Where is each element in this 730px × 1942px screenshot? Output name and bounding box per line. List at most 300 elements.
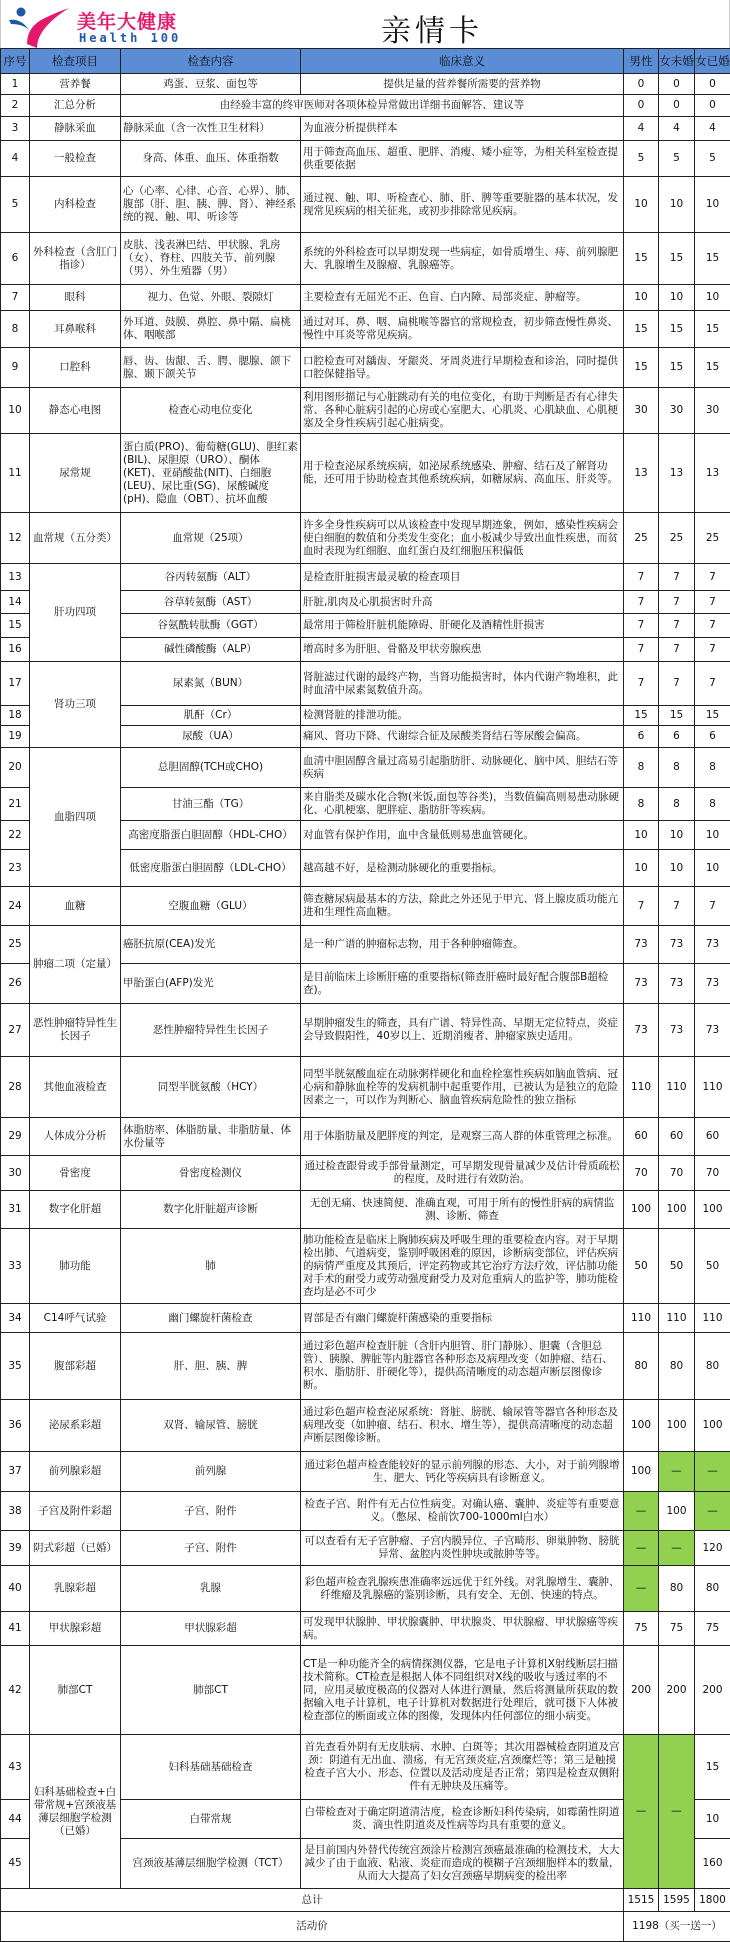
price-male: — <box>624 1531 659 1566</box>
price-male: 73 <box>624 964 659 1004</box>
price-female-single: 73 <box>659 1004 695 1057</box>
price-female-single: 10 <box>659 850 695 887</box>
exam-item: 静态心电图 <box>30 388 121 434</box>
row-number: 12 <box>1 513 30 564</box>
row-number: 45 <box>1 1839 30 1889</box>
table-row <box>1 1304 730 1333</box>
table-row <box>1 311 730 348</box>
exam-content: 唇、齿、齿龈、舌、腭、腮腺、颌下腺、颞下颌关节 <box>121 348 301 388</box>
price-female-single: 100 <box>659 1492 695 1531</box>
table-row <box>1 662 730 706</box>
exam-item: 人体成分分析 <box>30 1118 121 1156</box>
row-number: 40 <box>1 1566 30 1612</box>
table-row <box>1 74 730 95</box>
clinical-meaning: 为血液分析提供样本 <box>301 117 624 141</box>
table-row <box>1 1118 730 1156</box>
exam-item: 肿瘤二项（定量） <box>30 926 121 1004</box>
exam-item: 乳腺彩超 <box>30 1566 121 1612</box>
price-female-married: 160 <box>695 1839 730 1889</box>
exam-content: 空腹血糖（GLU） <box>121 887 301 926</box>
exam-content: 子宫、附件 <box>121 1531 301 1566</box>
clinical-meaning: 通过彩色超声检查泌尿系统：肾脏、膀胱、输尿管等器官各种形态及病理改变（如肿瘤、结石、积水、增生等），提供高清晰度的动态超声断层图像诊断。 <box>301 1400 624 1452</box>
price-male: 7 <box>624 887 659 926</box>
price-female-married: 73 <box>695 926 730 964</box>
row-number: 34 <box>1 1304 30 1333</box>
column-header-female-single: 女未婚 <box>659 49 695 74</box>
clinical-meaning: 血清中胆固醇含量过高易引起脂肪肝、动脉硬化、脑中风、胆结石等疾病 <box>301 748 624 788</box>
exam-item: 汇总分析 <box>30 95 121 117</box>
price-female-single: 15 <box>659 233 695 285</box>
row-number: 17 <box>1 662 30 706</box>
table-row <box>1 388 730 434</box>
exam-content: 心（心率、心律、心音、心界）、肺、腹部（肝、胆、胰、脾、肾）、神经系统的视、触、叩、听诊等 <box>121 177 301 233</box>
price-male: 10 <box>624 850 659 887</box>
promo-row <box>1 1912 730 1942</box>
row-number: 14 <box>1 591 30 614</box>
price-female-married: 7 <box>695 662 730 706</box>
clinical-meaning: 用于筛查高血压、超重、肥胖、消瘦、矮小症等，为相关科室检查提供重要依据 <box>301 141 624 177</box>
table-row <box>1 1229 730 1304</box>
row-number: 25 <box>1 926 30 964</box>
clinical-meaning: 可发现甲状腺肿、甲状腺囊肿、甲状腺炎、甲状腺瘤、甲状腺癌等疾病。 <box>301 1612 624 1646</box>
exam-item: 恶性肿瘤特异性生长因子 <box>30 1004 121 1057</box>
price-female-married: 100 <box>695 1191 730 1229</box>
row-number: 11 <box>1 434 30 513</box>
price-male: 80 <box>624 1333 659 1400</box>
price-female-married: 0 <box>695 95 730 117</box>
row-number: 22 <box>1 821 30 850</box>
exam-content: 肌酐（Cr） <box>121 706 301 726</box>
brand-logo <box>7 4 217 46</box>
clinical-meaning: 是目前临床上诊断肝癌的重要指标(筛查肝癌时最好配合腹部B超检查)。 <box>301 964 624 1004</box>
exam-content: 肝、胆、胰、脾 <box>121 1333 301 1400</box>
row-number: 3 <box>1 117 30 141</box>
price-female-single: 0 <box>659 95 695 117</box>
price-female-married: 7 <box>695 614 730 638</box>
table-row <box>1 1735 730 1800</box>
price-female-single: — <box>659 1452 695 1492</box>
price-female-married: 7 <box>695 591 730 614</box>
clinical-meaning: 许多全身性疾病可以从该检查中发现早期迹象，例如，感染性疾病会使白细胞的数值和分类发生变化；血小板减少导致出血性疾患，而贫血时表现为红细胞、血红蛋白及红细胞压积偏低 <box>301 513 624 564</box>
brand-name-cn: 美年大健康 <box>77 7 177 34</box>
price-female-single: 10 <box>659 285 695 311</box>
row-number: 38 <box>1 1492 30 1531</box>
price-female-single: 50 <box>659 1229 695 1304</box>
price-male: 15 <box>624 348 659 388</box>
clinical-meaning: 是检查肝脏损害最灵敏的检查项目 <box>301 564 624 591</box>
row-number: 41 <box>1 1612 30 1646</box>
price-female-single: 0 <box>659 74 695 95</box>
clinical-meaning: 筛查糖尿病最基本的方法，除此之外还见于甲亢、肾上腺皮质功能亢进和生理性高血糖。 <box>301 887 624 926</box>
price-female-single: 5 <box>659 141 695 177</box>
exam-content: 身高、体重、血压、体重指数 <box>121 141 301 177</box>
brand-name-en: Health 100 <box>79 31 181 45</box>
price-male: — <box>624 1566 659 1612</box>
total-female-single: 1595 <box>659 1889 695 1912</box>
exam-item: 口腔科 <box>30 348 121 388</box>
price-female-single: 6 <box>659 726 695 748</box>
clinical-meaning: 主要检查有无屈光不正、色盲、白内障、局部炎症、肿瘤等。 <box>301 285 624 311</box>
price-female-married: 80 <box>695 1333 730 1400</box>
clinical-meaning: 用于体脂肪量及肥胖度的判定，是观察三高人群的体重管理之标准。 <box>301 1118 624 1156</box>
price-female-single: 80 <box>659 1566 695 1612</box>
price-female-single: 70 <box>659 1156 695 1191</box>
price-male: 7 <box>624 564 659 591</box>
exam-content: 碱性磷酸酶（ALP） <box>121 638 301 662</box>
row-number: 33 <box>1 1229 30 1304</box>
table-row <box>1 1646 730 1735</box>
table-row <box>1 1333 730 1400</box>
table-row <box>1 1452 730 1492</box>
exam-item: 一般检查 <box>30 141 121 177</box>
price-female-married: 110 <box>695 1304 730 1333</box>
clinical-meaning: 口腔检查可对龋齿、牙龈炎、牙周炎进行早期检查和诊治，同时提供口腔保健指导。 <box>301 348 624 388</box>
clinical-meaning: 可以查看有无子宫肿瘤、子宫内膜异位、子宫畸形、卵巢肿物、膀胱异常、盆腔内炎性肿块或脓肿等等。 <box>301 1531 624 1566</box>
exam-content: 谷草转氨酶（AST） <box>121 591 301 614</box>
column-header-female-married: 女已婚 <box>695 49 730 74</box>
price-male: 8 <box>624 788 659 821</box>
exam-item: 血脂四项 <box>30 748 121 887</box>
exam-content: 癌胚抗原(CEA)发光 <box>121 926 301 964</box>
table-row <box>1 564 730 591</box>
total-label: 总计 <box>1 1889 624 1912</box>
price-male: — <box>624 1735 659 1889</box>
row-number: 21 <box>1 788 30 821</box>
price-male: 100 <box>624 1191 659 1229</box>
exam-content: 皮肤、浅表淋巴结、甲状腺、乳房（女）、脊柱、四肢关节、前列腺（男）、外生殖器（男） <box>121 233 301 285</box>
clinical-meaning: 通过视、触、叩、听检查心、肺、肝、脾等重要脏器的基本状况，发现常见疾病的相关征兆，或初步排除常见疾病。 <box>301 177 624 233</box>
price-female-married: 10 <box>695 177 730 233</box>
table-row <box>1 95 730 117</box>
exam-content: 甲状腺彩超 <box>121 1612 301 1646</box>
price-female-single: 7 <box>659 638 695 662</box>
price-male: 7 <box>624 591 659 614</box>
price-female-married: 10 <box>695 285 730 311</box>
price-male: 8 <box>624 748 659 788</box>
exam-item: 前列腺彩超 <box>30 1452 121 1492</box>
table-row <box>1 513 730 564</box>
exam-item: 子宫及附件彩超 <box>30 1492 121 1531</box>
clinical-meaning: 无创无痛、快速简便、准确直观，可用于所有的慢性肝病的病情监测、诊断、筛查 <box>301 1191 624 1229</box>
exam-item: 甲状腺彩超 <box>30 1612 121 1646</box>
price-male: 100 <box>624 1400 659 1452</box>
table-row <box>1 141 730 177</box>
exam-item: 数字化肝超 <box>30 1191 121 1229</box>
price-female-married: 7 <box>695 564 730 591</box>
clinical-meaning: 通过对耳、鼻、咽、扁桃喉等器官的常规检查，初步筛查慢性鼻炎、慢性中耳炎等常见疾病。 <box>301 311 624 348</box>
row-number: 18 <box>1 706 30 726</box>
price-female-single: 13 <box>659 434 695 513</box>
exam-content: 蛋白质(PRO)、葡萄糖(GLU)、胆红素(BIL)、尿胆原（URO）、酮体(KET)、亚硝酸盐(NIT)、白细胞(LEU)、尿比重(SG)、尿酸碱度(pH)、隐血（OBT）、抗坏血酸 <box>121 434 301 513</box>
price-male: 15 <box>624 706 659 726</box>
exam-content: 甲胎蛋白(AFP)发光 <box>121 964 301 1004</box>
exam-content: 肺部CT <box>121 1646 301 1735</box>
clinical-meaning: 同型半胱氨酸血症在动脉粥样硬化和血栓栓塞性疾病如脑血管病、冠心病和静脉血栓等的发病机制中起重要作用，已被认为是独立的危险因素之一，可以作为判断心、脑血管疾病危险性的独立指标 <box>301 1057 624 1118</box>
row-number: 42 <box>1 1646 30 1735</box>
price-male: 0 <box>624 95 659 117</box>
clinical-meaning: 最常用于筛检肝脏机能障碍、肝硬化及酒精性肝损害 <box>301 614 624 638</box>
row-number: 31 <box>1 1191 30 1229</box>
price-female-single: 4 <box>659 117 695 141</box>
table-row <box>1 1531 730 1566</box>
price-female-married: 30 <box>695 388 730 434</box>
price-female-married: 100 <box>695 1400 730 1452</box>
price-female-single: 73 <box>659 926 695 964</box>
exam-item: 尿常规 <box>30 434 121 513</box>
exam-content: 双肾、输尿管、膀胱 <box>121 1400 301 1452</box>
exam-item: 营养餐 <box>30 74 121 95</box>
price-male: 13 <box>624 434 659 513</box>
price-female-married: 75 <box>695 1612 730 1646</box>
row-number: 10 <box>1 388 30 434</box>
price-female-single: 10 <box>659 177 695 233</box>
clinical-meaning: 通过彩色超声检查肝脏（含肝内胆管、肝门静脉）、胆囊（含胆总管）、胰腺、脾脏等内脏器官各种形态及病理改变（如肿瘤、结石、积水、脂肪肝、肝硬化等），提供高清晰度的动态超声断层图像诊断。 <box>301 1333 624 1400</box>
row-number: 4 <box>1 141 30 177</box>
exam-item: 泌尿系彩超 <box>30 1400 121 1452</box>
price-female-married: 15 <box>695 706 730 726</box>
row-number: 28 <box>1 1057 30 1118</box>
exam-content: 宫颈液基薄层细胞学检测（TCT） <box>121 1839 301 1889</box>
row-number: 26 <box>1 964 30 1004</box>
price-male: 6 <box>624 726 659 748</box>
price-female-married: 15 <box>695 1735 730 1800</box>
row-number: 6 <box>1 233 30 285</box>
row-number: 23 <box>1 850 30 887</box>
clinical-meaning: 首先查看外阴有无皮肤病、水肿、白斑等；其次用器械检查阴道及宫颈：阴道有无出血、溃疡，有无宫颈炎症,宫颈糜烂等；第三是触摸检查子宫大小、形态、位置以及活动度是否正常；第四是检查双侧附件有无肿块及压痛等。 <box>301 1735 624 1800</box>
price-female-married: — <box>695 1452 730 1492</box>
price-male: 7 <box>624 662 659 706</box>
price-female-married: 120 <box>695 1531 730 1566</box>
clinical-meaning: 通过彩色超声检查能较好的显示前列腺的形态、大小，对于前列腺增生、肥大、钙化等疾病具有诊断意义。 <box>301 1452 624 1492</box>
exam-content: 血常规（25项） <box>121 513 301 564</box>
clinical-meaning: 胃部是否有幽门螺旋杆菌感染的重要指标 <box>301 1304 624 1333</box>
exam-content: 肺 <box>121 1229 301 1304</box>
total-male: 1515 <box>624 1889 659 1912</box>
price-male: 10 <box>624 821 659 850</box>
row-number: 7 <box>1 285 30 311</box>
column-header-content: 检查内容 <box>121 49 301 74</box>
column-header-item: 检查项目 <box>30 49 121 74</box>
exam-content: 体脂肪率、体脂肪量、非脂肪量、体水份量等 <box>121 1118 301 1156</box>
exam-content: 谷氨酰转肽酶（GGT） <box>121 614 301 638</box>
clinical-meaning: 系统的外科检查可以早期发现一些病症，如骨质增生、痔、前列腺肥大、乳腺增生及腺瘤、乳腺癌等。 <box>301 233 624 285</box>
price-male: 25 <box>624 513 659 564</box>
row-number: 5 <box>1 177 30 233</box>
row-number: 8 <box>1 311 30 348</box>
price-female-single: 80 <box>659 1333 695 1400</box>
price-female-married: 73 <box>695 964 730 1004</box>
price-male: 75 <box>624 1612 659 1646</box>
clinical-meaning: 增高时多为肝胆、骨骼及甲状旁腺疾患 <box>301 638 624 662</box>
clinical-meaning: 提供足量的营养餐所需要的营养物 <box>301 74 624 95</box>
price-female-single: 7 <box>659 887 695 926</box>
clinical-meaning: 来自脂类及碳水化合物(米饭,面包等谷类)，当数值偏高则易患动脉硬化、心肌梗塞、肥胖症、脂肪肝等疾病。 <box>301 788 624 821</box>
clinical-meaning: 是一种广谱的肿瘤标志物，用于各种肿瘤筛查。 <box>301 926 624 964</box>
row-number: 35 <box>1 1333 30 1400</box>
price-female-single: 7 <box>659 564 695 591</box>
price-female-married: 5 <box>695 141 730 177</box>
clinical-meaning: 通过检查跟骨或手部骨量测定，可早期发现骨量减少及估计骨质疏松的程度，及时进行有效防治。 <box>301 1156 624 1191</box>
row-number: 13 <box>1 564 30 591</box>
price-female-single: 30 <box>659 388 695 434</box>
clinical-meaning: 越高越不好，是检测动脉硬化的重要指标。 <box>301 850 624 887</box>
clinical-meaning: 白带检查对于确定阴道清洁度，检查诊断妇科传染病，如霉菌性阴道炎、滴虫性阴道炎及性病等均具有重要的意义。 <box>301 1800 624 1839</box>
table-header-row <box>1 49 730 74</box>
exam-table <box>0 48 730 1942</box>
price-female-married: 0 <box>695 74 730 95</box>
row-number: 9 <box>1 348 30 388</box>
exam-item: 其他血液检查 <box>30 1057 121 1118</box>
exam-content: 由经验丰富的终审医师对各项体检异常做出详细书面解答、建议等 <box>121 95 624 117</box>
total-row <box>1 1889 730 1912</box>
price-female-married: — <box>695 1492 730 1531</box>
table-row <box>1 348 730 388</box>
exam-content: 低密度脂蛋白胆固醇（LDL-CHO） <box>121 850 301 887</box>
price-female-married: 60 <box>695 1118 730 1156</box>
price-female-single: — <box>659 1531 695 1566</box>
clinical-meaning: 利用图形描记与心脏跳动有关的电位变化，有助于判断是否有心律失常、各种心脏病引起的心房或心室肥大、心肌炎、心肌缺血、心肌梗塞及全身性疾病引起心脏病变。 <box>301 388 624 434</box>
exam-item: 骨密度 <box>30 1156 121 1191</box>
exam-content: 静脉采血（含一次性卫生材料） <box>121 117 301 141</box>
price-female-single: 15 <box>659 311 695 348</box>
price-female-married: 7 <box>695 887 730 926</box>
clinical-meaning: 肺功能检查是临床上胸肺疾病及呼吸生理的重要检查内容。对于早期检出肺、气道病变，鉴别呼吸困难的原因，诊断病变部位，评估疾病的病情严重度及其预后，评定药物或其它治疗方法疗效，评估肺功能对手术的耐受力或劳动强度耐受力及对危重病人的监护等，肺功能检查均是必不可少 <box>301 1229 624 1304</box>
price-male: 7 <box>624 638 659 662</box>
row-number: 30 <box>1 1156 30 1191</box>
price-male: 100 <box>624 1452 659 1492</box>
row-number: 27 <box>1 1004 30 1057</box>
exam-item: 肾功三项 <box>30 662 121 748</box>
row-number: 44 <box>1 1800 30 1839</box>
exam-item: 阴式彩超（已婚） <box>30 1531 121 1566</box>
price-male: 110 <box>624 1057 659 1118</box>
table-row <box>1 887 730 926</box>
table-row <box>1 1566 730 1612</box>
price-female-married: 13 <box>695 434 730 513</box>
price-female-married: 8 <box>695 788 730 821</box>
price-female-married: 25 <box>695 513 730 564</box>
clinical-meaning: 肝脏,肌肉及心肌损害时升高 <box>301 591 624 614</box>
exam-item: C14呼气试验 <box>30 1304 121 1333</box>
clinical-meaning: 用于检查泌尿系统疾病，如泌尿系统感染、肿瘤、结石及了解肾功能，还可用于协助检查其他系统疾病，如糖尿病、高血压、肝炎等。 <box>301 434 624 513</box>
price-female-single: 110 <box>659 1057 695 1118</box>
clinical-meaning: 肾脏滤过代谢的最终产物，当肾功能损害时，体内代谢产物堆积，此时血清中尿素氮数值升高。 <box>301 662 624 706</box>
price-female-married: 15 <box>695 348 730 388</box>
exam-content: 尿酸（UA） <box>121 726 301 748</box>
price-male: 200 <box>624 1646 659 1735</box>
exam-content: 恶性肿瘤特异性生长因子 <box>121 1004 301 1057</box>
price-male: 73 <box>624 926 659 964</box>
exam-content: 数字化肝脏超声诊断 <box>121 1191 301 1229</box>
exam-item: 血糖 <box>30 887 121 926</box>
column-header-meaning: 临床意义 <box>301 49 624 74</box>
price-female-married: 8 <box>695 748 730 788</box>
exam-content: 乳腺 <box>121 1566 301 1612</box>
price-male: 110 <box>624 1304 659 1333</box>
exam-item: 耳鼻喉科 <box>30 311 121 348</box>
exam-item: 肝功四项 <box>30 564 121 662</box>
exam-item: 血常规（五分类） <box>30 513 121 564</box>
price-female-single: 100 <box>659 1191 695 1229</box>
exam-content: 子宫、附件 <box>121 1492 301 1531</box>
price-male: — <box>624 1492 659 1531</box>
exam-content: 谷丙转氨酶（ALT） <box>121 564 301 591</box>
price-female-single: 8 <box>659 788 695 821</box>
promo-price: 1198（买一送一） <box>624 1912 730 1942</box>
table-row <box>1 1612 730 1646</box>
exam-item: 妇科基础检查+白带常规+宫颈液基薄层细胞学检测（已婚） <box>30 1735 121 1889</box>
price-male: 7 <box>624 614 659 638</box>
exam-content: 检查心动电位变化 <box>121 388 301 434</box>
clinical-meaning: 痛风、肾功下降、代谢综合征及尿酸类肾结石等尿酸会偏高。 <box>301 726 624 748</box>
exam-item: 内科检查 <box>30 177 121 233</box>
exam-item: 腹部彩超 <box>30 1333 121 1400</box>
price-female-single: 200 <box>659 1646 695 1735</box>
row-number: 20 <box>1 748 30 788</box>
promo-label: 活动价 <box>1 1912 624 1942</box>
clinical-meaning: 彩色超声检查乳腺疾患准确率远远优于红外线。对乳腺增生、囊肿、纤维瘤及乳腺癌的鉴别诊断，具有安全、无创、快速的特点。 <box>301 1566 624 1612</box>
table-row <box>1 177 730 233</box>
page-header <box>0 0 730 48</box>
price-female-single: 60 <box>659 1118 695 1156</box>
exam-content: 骨密度检测仪 <box>121 1156 301 1191</box>
price-male: 60 <box>624 1118 659 1156</box>
price-male: 15 <box>624 233 659 285</box>
exam-content: 同型半胱氨酸（HCY） <box>121 1057 301 1118</box>
exam-content: 鸡蛋、豆浆、面包等 <box>121 74 301 95</box>
exam-item: 外科检查（含肛门指诊） <box>30 233 121 285</box>
row-number: 2 <box>1 95 30 117</box>
exam-content: 总胆固醇(TCH或CHO) <box>121 748 301 788</box>
price-female-single: — <box>659 1735 695 1889</box>
price-female-married: 110 <box>695 1057 730 1118</box>
price-female-single: 15 <box>659 706 695 726</box>
table-row <box>1 1156 730 1191</box>
exam-content: 妇科基础基础检查 <box>121 1735 301 1800</box>
column-header-no: 序号 <box>1 49 30 74</box>
price-female-married: 70 <box>695 1156 730 1191</box>
price-female-single: 75 <box>659 1612 695 1646</box>
row-number: 43 <box>1 1735 30 1800</box>
clinical-meaning: CT是一种功能齐全的病情探测仪器，它是电子计算机X射线断层扫描技术简称。CT检查是根据人体不同组织对X线的吸收与透过率的不同，应用灵敏度极高的仪器对人体进行测量，然后将测量所获取的数据输入电子计算机，电子计算机对数据进行处理后，就可摄下人体被检查部位的断面或立体的图像，发现体内任何部位的细小病变。 <box>301 1646 624 1735</box>
table-row <box>1 1191 730 1229</box>
exam-content: 视力、色觉、外眼、裂隙灯 <box>121 285 301 311</box>
exam-content: 白带常规 <box>121 1800 301 1839</box>
price-female-married: 73 <box>695 1004 730 1057</box>
price-female-married: 6 <box>695 726 730 748</box>
price-female-single: 10 <box>659 821 695 850</box>
exam-item: 眼科 <box>30 285 121 311</box>
column-header-male: 男性 <box>624 49 659 74</box>
row-number: 24 <box>1 887 30 926</box>
row-number: 19 <box>1 726 30 748</box>
exam-content: 前列腺 <box>121 1452 301 1492</box>
table-row <box>1 434 730 513</box>
table-row <box>1 117 730 141</box>
table-row <box>1 1400 730 1452</box>
price-female-married: 80 <box>695 1566 730 1612</box>
table-row <box>1 748 730 788</box>
exam-content: 高密度脂蛋白胆固醇（HDL-CHO） <box>121 821 301 850</box>
table-row <box>1 233 730 285</box>
price-female-single: 100 <box>659 1400 695 1452</box>
price-male: 10 <box>624 285 659 311</box>
clinical-meaning: 对血管有保护作用，血中含量低则易患血管硬化。 <box>301 821 624 850</box>
exam-content: 尿素氮（BUN） <box>121 662 301 706</box>
total-female-married: 1800 <box>695 1889 730 1912</box>
price-female-married: 10 <box>695 850 730 887</box>
price-female-married: 15 <box>695 233 730 285</box>
